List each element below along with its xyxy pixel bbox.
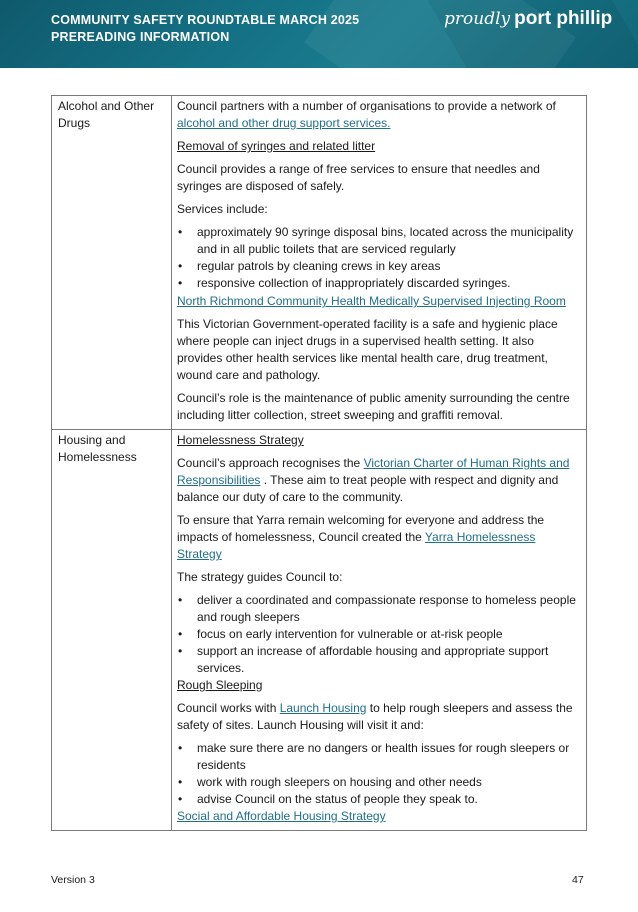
visit-list [177,740,580,808]
list-item: • work with rough sleepers on housing and other needs [177,774,580,791]
section-heading: Homelessness Strategy [177,433,304,447]
text-span: To ensure that Yarra remain welcoming for everyone and address the impacts of homelessness, Council created the [177,513,545,544]
paragraph [177,700,580,734]
row-content [172,96,587,430]
row-content [172,430,587,831]
text-span: Council’s approach recognises the [177,456,364,470]
footer-version: Version 3 [51,874,95,886]
row-label: Alcohol and Other Drugs [52,96,172,430]
list-item: • deliver a coordinated and compassionate response to homeless people and rough sleepers [177,592,580,626]
paragraph [177,512,580,563]
list-item: • make sure there are no dangers or health issues for rough sleepers or residents [177,740,580,774]
list-item: • regular patrols by cleaning crews in key areas [177,258,580,275]
strategy-list [177,592,580,677]
services-table [51,95,587,831]
aod-services-link[interactable]: alcohol and other drug support services. [177,116,391,130]
section-heading: Rough Sleeping [177,678,263,692]
text-span: Council works with [177,701,280,715]
list-item: • focus on early intervention for vulnerable or at-risk people [177,626,580,643]
table-row [52,430,587,831]
text-span: to help rough sleepers and assess the safety of sites. Launch Housing will visit it and: [177,701,573,732]
paragraph: Services include: [177,202,268,216]
row-label: Housing and Homelessness [52,430,172,831]
social-housing-strategy-link[interactable]: Social and Affordable Housing Strategy [177,809,386,823]
header-title-line-2: PREREADING INFORMATION [51,30,230,44]
launch-housing-link[interactable]: Launch Housing [279,701,367,715]
table-row [52,96,587,430]
human-rights-charter-link[interactable]: Victorian Charter of Human Rights and Responsibilities [177,456,570,487]
list-item: • support an increase of affordable housing and appropriate support services. [177,643,580,677]
page-header [0,0,638,68]
injecting-room-link[interactable]: North Richmond Community Health Medically Supervised Injecting Room [177,294,566,308]
section-heading: Removal of syringes and related litter [177,139,376,153]
paragraph [177,293,580,310]
header-title-line-1: COMMUNITY SAFETY ROUNDTABLE MARCH 2025 [51,13,360,27]
text-span: . These aim to treat people with respect and dignity and balance our duty of care to the community. [177,473,559,504]
footer-page-number: 47 [572,874,584,886]
list-item: • approximately 90 syringe disposal bins, located across the municipality and in all public toilets that are serviced regularly [177,224,580,258]
list-item: • advise Council on the status of people they speak to. [177,791,580,808]
header-title [51,12,359,46]
council-logo [444,8,612,30]
paragraph: The strategy guides Council to: [177,570,343,584]
paragraph: Council provides a range of free services to ensure that needles and syringes are disposed of safely. [177,162,540,193]
paragraph: This Victorian Government-operated facility is a safe and hygienic place where people can inject drugs in a supervised health setting. It also provides other health services like mental health care, drug treatment, wound care and pathology. [177,317,558,382]
paragraph [177,808,580,825]
logo-script-text: proudly [444,9,511,29]
list-item: • responsive collection of inappropriately discarded syringes. [177,275,580,292]
services-list [177,224,580,292]
intro-text: Council partners with a number of organisations to provide a network of [177,99,556,113]
paragraph [177,455,580,506]
paragraph: Council’s role is the maintenance of public amenity surrounding the centre including litter collection, street sweeping and graffiti removal. [177,391,570,422]
logo-bold-text: port phillip [514,8,613,29]
paragraph [177,98,580,132]
homelessness-strategy-link[interactable]: Yarra Homelessness Strategy [177,530,536,561]
